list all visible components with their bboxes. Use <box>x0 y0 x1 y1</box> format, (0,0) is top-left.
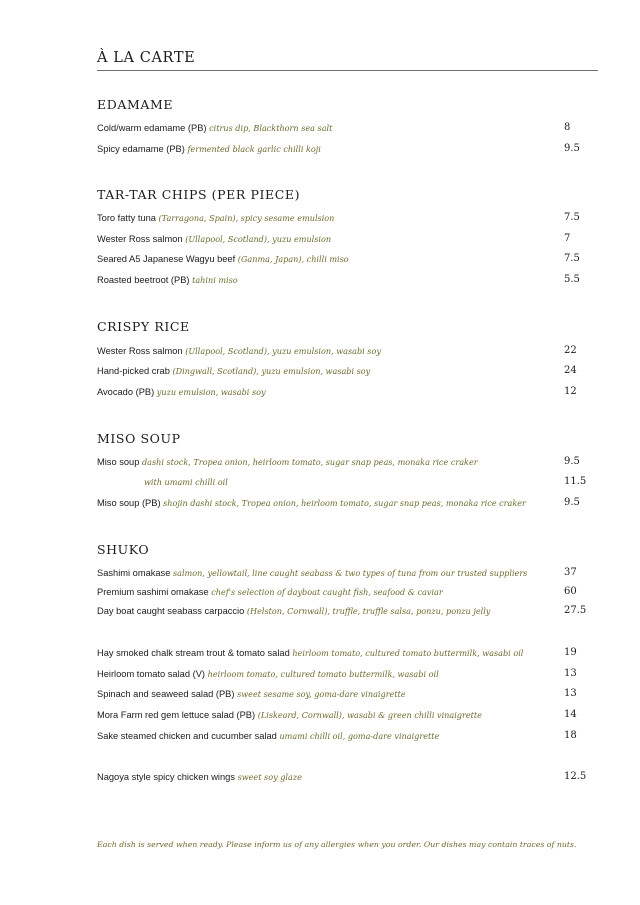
item-price: 13 <box>564 688 577 699</box>
item-price: 9.5 <box>564 143 580 154</box>
item-name: Wester Ross salmon <box>97 346 183 356</box>
item-name: Premium sashimi omakase <box>97 587 209 597</box>
item-price: 18 <box>564 730 577 741</box>
item-description: heirloom tomato, cultured tomato buttermilk, wasabi oil <box>207 669 439 679</box>
menu-item <box>97 729 597 743</box>
item-description: shojin dashi stock, Tropea onion, heirloom tomato, sugar snap peas, monaka rice craker <box>163 498 526 508</box>
item-price: 7.5 <box>564 212 580 223</box>
item-price: 5.5 <box>564 274 580 285</box>
item-description: (Dingwall, Scotland), yuzu emulsion, wasabi soy <box>172 366 371 376</box>
item-name: Cold/warm edamame (PB) <box>97 123 207 133</box>
item-description: heirloom tomato, cultured tomato buttermilk, wasabi oil <box>292 648 524 658</box>
item-name: Nagoya style spicy chicken wings <box>97 772 235 782</box>
menu-item-variant <box>97 475 597 489</box>
item-name: Wester Ross salmon <box>97 234 183 244</box>
page-title: À LA CARTE <box>97 50 196 66</box>
menu-item <box>97 585 597 599</box>
title-divider <box>97 70 598 71</box>
item-price: 13 <box>564 668 577 679</box>
item-description: fermented black garlic chilli koji <box>187 144 321 154</box>
section-title-miso-soup: MISO SOUP <box>97 431 181 446</box>
menu-item <box>97 667 597 681</box>
menu-item <box>97 252 597 266</box>
item-description: (Helston, Cornwall), truffle, truffle salsa, ponzu, ponzu jelly <box>246 606 491 616</box>
item-price: 8 <box>564 122 571 133</box>
menu-item <box>97 708 597 722</box>
menu-item <box>97 211 597 225</box>
item-name: Sake steamed chicken and cucumber salad <box>97 731 277 741</box>
item-description: sweet sesame soy, goma-dare vinaigrette <box>237 689 406 699</box>
item-description: chef's selection of dayboat caught fish, seafood & caviar <box>211 587 443 597</box>
menu-item <box>97 273 597 287</box>
item-price: 27.5 <box>564 605 587 616</box>
item-description: dashi stock, Tropea onion, heirloom tomato, sugar snap peas, monaka rice craker <box>141 457 478 467</box>
item-description: (Tarragona, Spain), spicy sesame emulsion <box>158 213 335 223</box>
menu-item <box>97 142 597 156</box>
item-name: Sashimi omakase <box>97 568 171 578</box>
item-name: Spinach and seaweed salad (PB) <box>97 689 235 699</box>
menu-item <box>97 687 597 701</box>
item-name: Spicy edamame (PB) <box>97 144 185 154</box>
item-price: 24 <box>564 365 577 376</box>
item-name: Avocado (PB) <box>97 387 155 397</box>
item-price: 7.5 <box>564 253 580 264</box>
section-title-crispy-rice: CRISPY RICE <box>97 319 190 334</box>
item-price: 19 <box>564 647 577 658</box>
item-price: 60 <box>564 586 577 597</box>
item-name: Toro fatty tuna <box>97 213 156 223</box>
item-price: 22 <box>564 345 577 356</box>
item-name: Miso soup (PB) <box>97 498 161 508</box>
allergy-notice: Each dish is served when ready. Please inform us of any allergies when you order. Our dishes may contain traces of nuts. <box>97 840 577 849</box>
menu-item <box>97 364 597 378</box>
item-name: Hand-picked crab <box>97 366 170 376</box>
item-description: salmon, yellowtail, line caught seabass & two types of tuna from our trusted suppliers <box>172 568 528 578</box>
item-name: Day boat caught seabass carpaccio <box>97 606 245 616</box>
section-title-shuko: SHUKO <box>97 542 150 557</box>
item-price: 9.5 <box>564 497 580 508</box>
item-name: Roasted beetroot (PB) <box>97 275 190 285</box>
item-price: 7 <box>564 233 571 244</box>
item-name: Hay smoked chalk stream trout & tomato salad <box>97 648 290 658</box>
item-name: Seared A5 Japanese Wagyu beef <box>97 254 236 264</box>
section-title-edamame: EDAMAME <box>97 97 174 112</box>
item-description: yuzu emulsion, wasabi soy <box>156 387 266 397</box>
item-price: 14 <box>564 709 577 720</box>
item-description: umami chilli oil, goma-dare vinaigrette <box>279 731 440 741</box>
menu-item <box>97 770 597 784</box>
item-price: 12.5 <box>564 771 587 782</box>
menu-item <box>97 455 597 469</box>
item-price: 11.5 <box>564 476 587 487</box>
item-name: Heirloom tomato salad (V) <box>97 669 205 679</box>
item-description: tahini miso <box>192 275 238 285</box>
menu-item <box>97 385 597 399</box>
item-name: Miso soup <box>97 457 140 467</box>
menu-item <box>97 121 597 135</box>
item-name: Mora Farm red gem lettuce salad (PB) <box>97 710 256 720</box>
item-description: (Liskeard, Cornwall), wasabi & green chilli vinaigrette <box>257 710 482 720</box>
menu-item <box>97 232 597 246</box>
item-price: 12 <box>564 386 577 397</box>
item-price: 37 <box>564 567 577 578</box>
item-description: (Ullapool, Scotland), yuzu emulsion <box>185 234 332 244</box>
menu-item <box>97 496 597 510</box>
menu-item <box>97 566 597 580</box>
menu-item <box>97 646 597 660</box>
item-description: (Ganma, Japan), chilli miso <box>237 254 349 264</box>
menu-item <box>97 344 597 358</box>
item-description: with umami chilli oil <box>144 477 228 487</box>
item-description: sweet soy glaze <box>237 772 302 782</box>
item-description: citrus dip, Blackthorn sea salt <box>209 123 333 133</box>
item-price: 9.5 <box>564 456 580 467</box>
section-title-tar-tar-chips: TAR-TAR CHIPS (PER PIECE) <box>97 187 301 202</box>
item-description: (Ullapool, Scotland), yuzu emulsion, wasabi soy <box>185 346 381 356</box>
menu-item <box>97 604 597 618</box>
